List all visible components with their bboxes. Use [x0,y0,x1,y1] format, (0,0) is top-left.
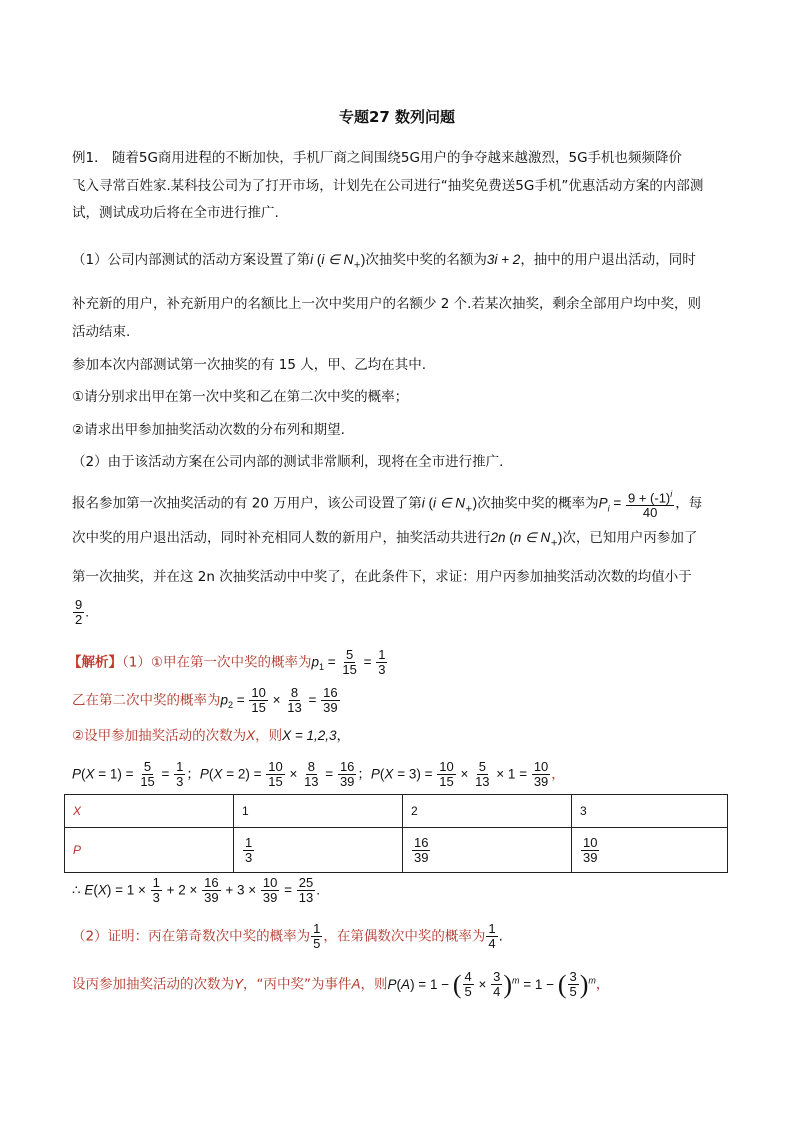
table-cell: $\frac{1}{3}$ [234,828,403,873]
nine-halves: $\frac{9}{2}$ . [75,597,89,627]
table-header-cell: 2 [403,795,572,828]
table-cell: $\frac{10}{39}$ [572,828,728,873]
table-header-x: X [65,795,234,828]
solution-tag: 【解析】 [68,654,122,671]
part2-heading: （2）由于该活动方案在公司内部的测试非常顺利，现将在全市进行推广. [72,454,504,470]
solution-line-3: ②设甲参加抽奖活动的次数为X，则X = 1,2,3， [72,728,351,744]
table-row-label: P [65,828,234,873]
probability-line: P(X = 1) = $\frac{5}{15}$ = $\frac{1}{3}$ ；P(X = 2) = $\frac{10}{15}$ × $\frac{8}{13}$ = $\frac{16}{39}$ ；P(X = 3) = $\frac{10}{15}$ × $\frac{5}{13}$ × 1 = $\frac{10}{39}$ ， [72,759,565,789]
table-cell: $\frac{16}{39}$ [403,828,572,873]
proof-line-1: （2）证明：丙在第奇数次中奖的概率为 $\frac{1}{5}$ ，在第偶数次中奖的概率为 $\frac{1}{4}$ . [72,921,503,951]
example-line-7: 参加本次内部测试第一次抽奖的有 15 人，甲、乙均在其中. [72,357,427,373]
example-line-6: 活动结束. [72,324,131,340]
example-line-1: 例1． 随着5G商用进程的不断加快，手机厂商之间围绕5G用户的争夺越来越激烈，5G手机也频频降价 [72,150,683,166]
part2-line-1: 报名参加第一次抽奖活动的有 20 万用户，该公司设置了第i (i ∈ $N_+$)次抽奖中奖的概率为$P_i$ = $\frac{9 + (-1)^i}{40}$ ，每 [72,489,703,521]
question-1: ①请分别求出甲在第一次中奖和乙在第二次中奖的概率； [72,389,409,405]
example-line-3: 试，测试成功后将在全市进行推广. [72,205,279,221]
table-row [65,828,728,873]
part1-line: （1）公司内部测试的活动方案设置了第i (i ∈ $N_+$)次抽奖中奖的名额为3i + 2，抽中的用户退出活动，同时 [72,252,696,271]
distribution-table [64,794,728,873]
solution-line-1: 【解析】（1）①甲在第一次中奖的概率为$p_1$ = $\frac{5}{15}$ = $\frac{1}{3}$ [68,647,386,677]
example-line-5: 补充新的用户，补充新用户的名额比上一次中奖用户的名额少 2 个.若某次抽奖，剩余全部用户均中奖，则 [72,296,701,312]
proof-line-2: 设丙参加抽奖活动的次数为Y，“丙中奖”为事件A，则P(A) = 1 − ( $\frac{4}{5}$ × $\frac{3}{4}$ )$^m$ = 1 − ( $\frac{3}{5}$ )$^m$， [72,969,610,999]
table-header-cell: 3 [572,795,728,828]
expectation-line: ∴ E(X) = 1 × $\frac{1}{3}$ + 2 × $\frac{16}{39}$ + 3 × $\frac{10}{39}$ = $\frac{25}{13}$ . [72,875,321,905]
solution-line-2: 乙在第二次中奖的概率为$p_2$ = $\frac{10}{15}$ × $\frac{8}{13}$ = $\frac{16}{39}$ [72,685,338,715]
question-2: ②请求出甲参加抽奖活动次数的分布列和期望. [72,422,345,438]
page-title: 专题27 数列问题 [338,108,456,126]
table-header-cell: 1 [234,795,403,828]
part2-line-2: 次中奖的用户退出活动，同时补充相同人数的新用户，抽奖活动共进行2n (n ∈ $N_+$)次，已知用户丙参加了 [72,530,698,549]
table-header-row [65,795,728,828]
part2-line-3: 第一次抽奖，并在这 2n 次抽奖活动中中奖了，在此条件下，求证：用户丙参加抽奖活动次数的均值小于 [72,569,692,585]
example-line-2: 飞入寻常百姓家.某科技公司为了打开市场，计划先在公司进行“抽奖免费送5G手机”优惠活动方案的内部测 [72,178,704,194]
